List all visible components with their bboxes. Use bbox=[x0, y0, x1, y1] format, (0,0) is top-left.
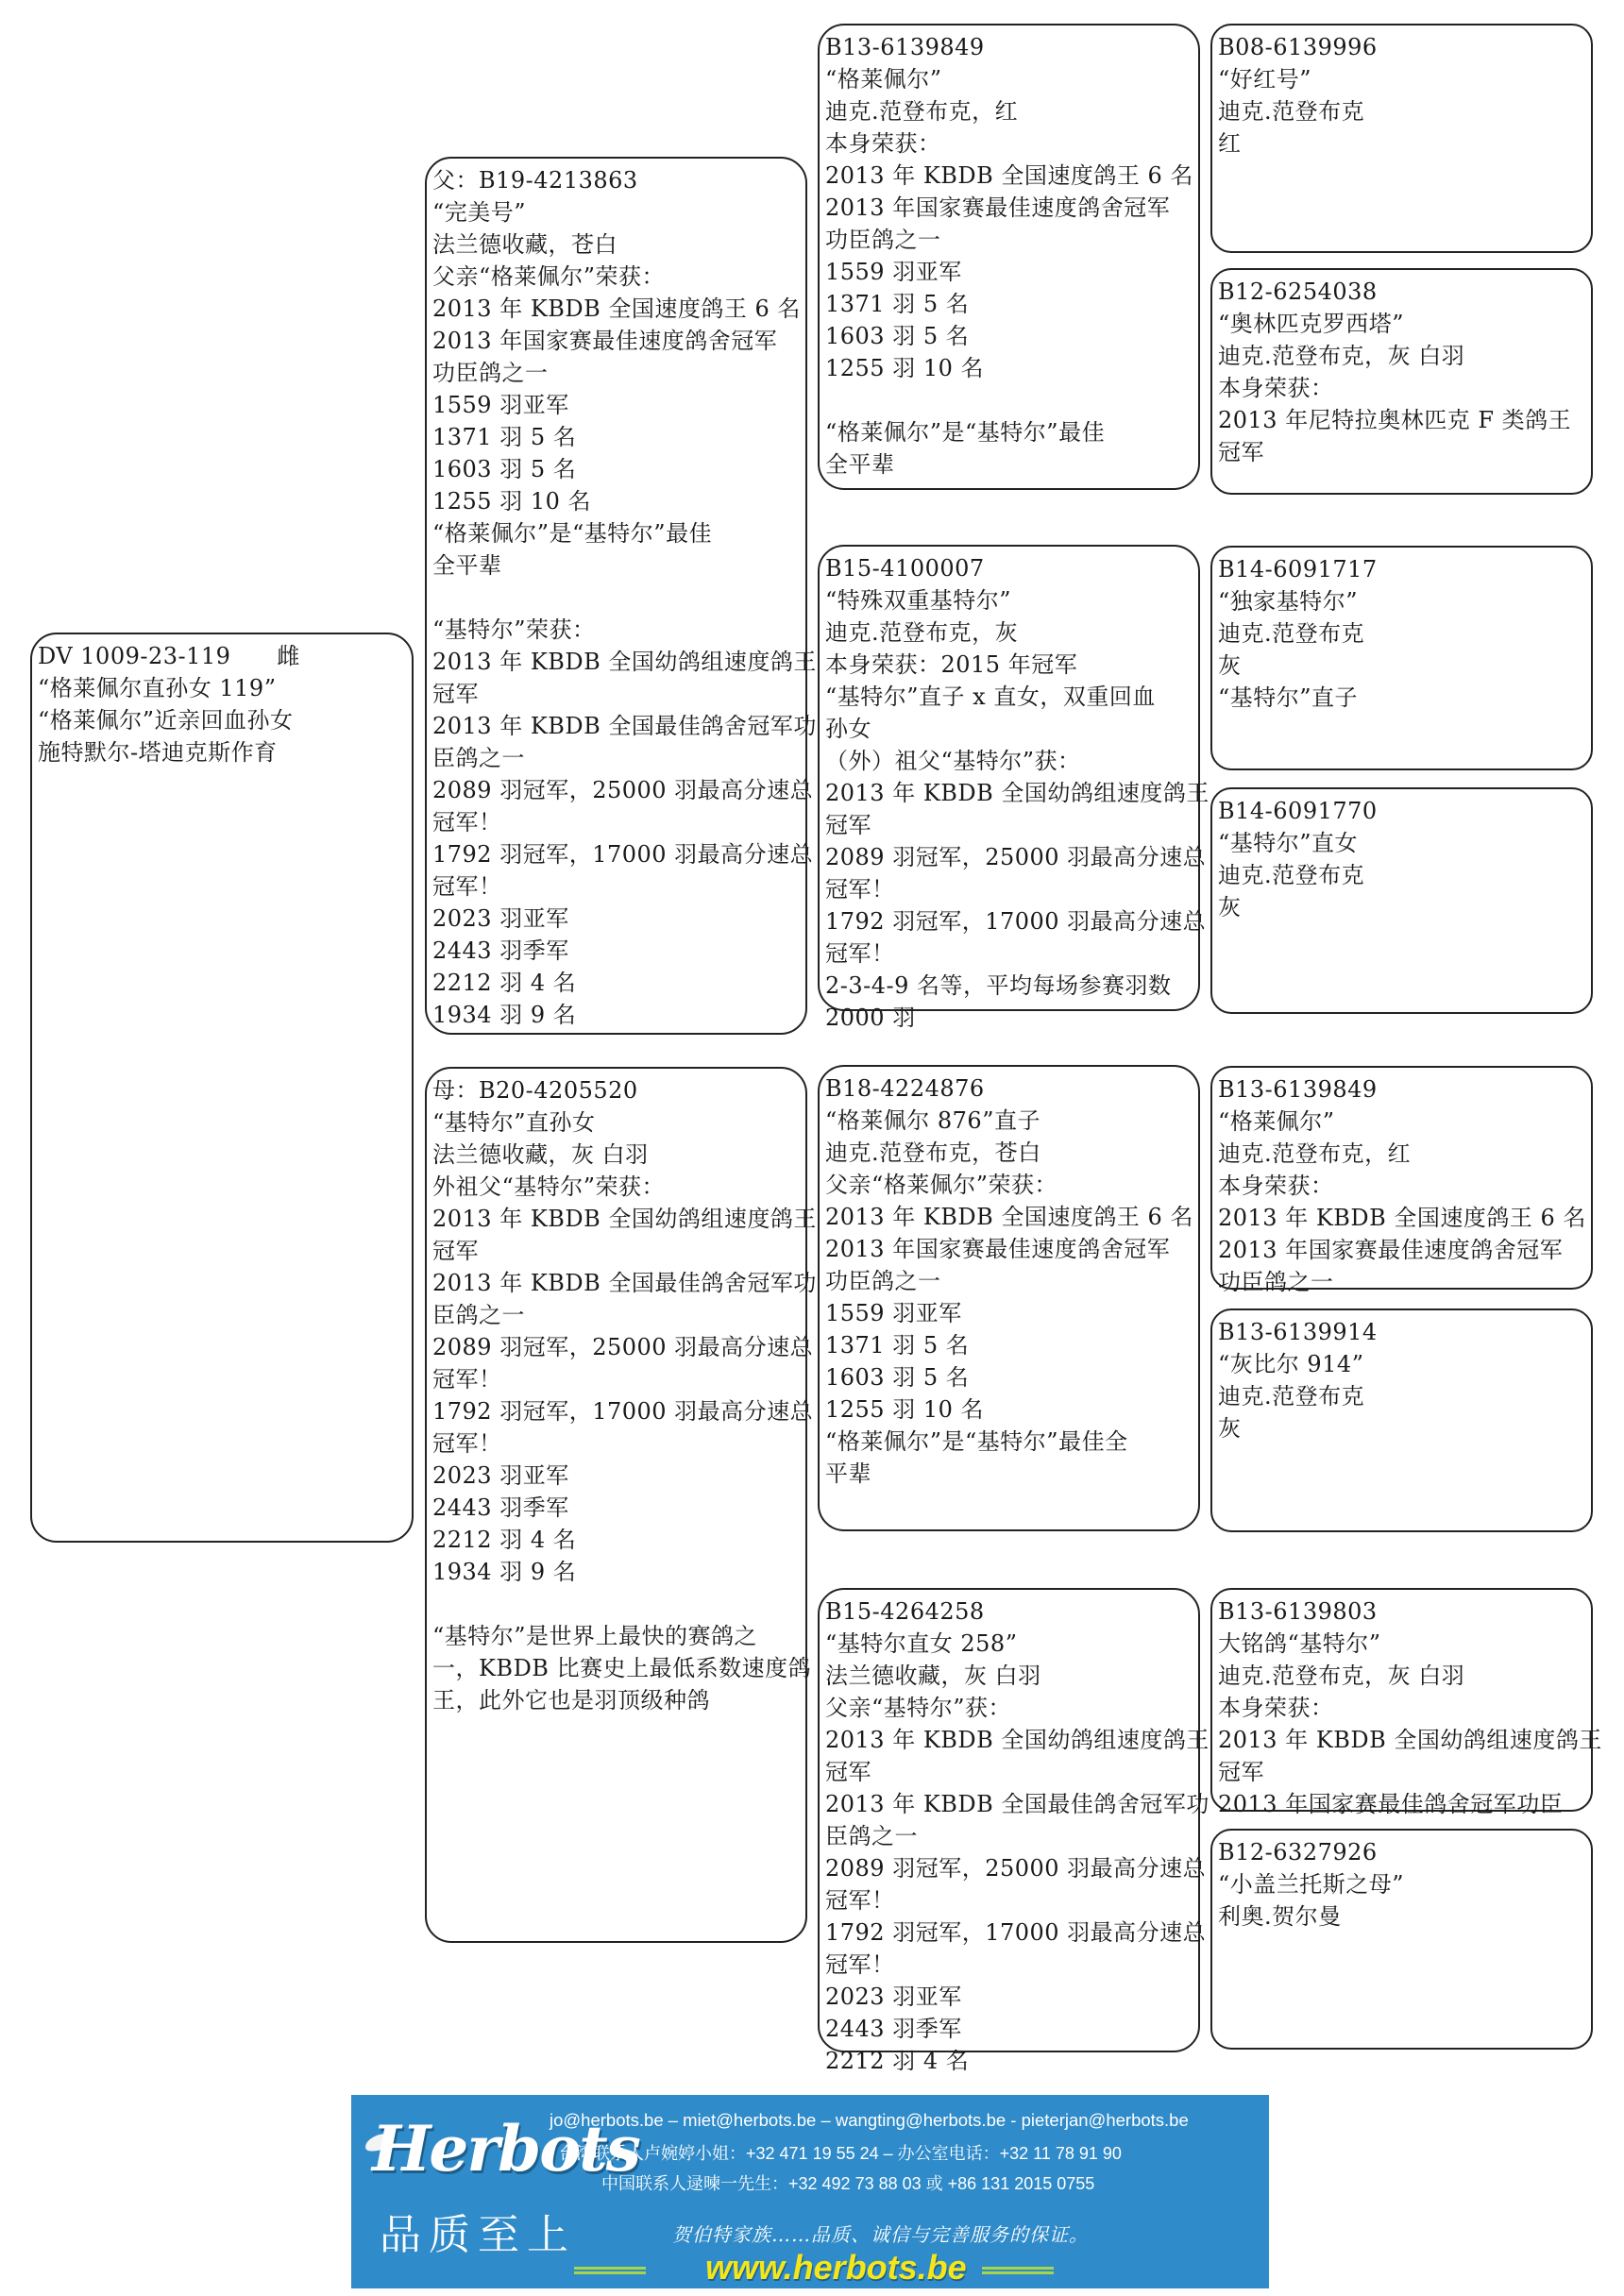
card-line: 2089 羽冠军，25000 羽最高分速总 bbox=[825, 844, 1207, 870]
card-line: 冠军！ bbox=[825, 876, 895, 903]
card-line: 1255 羽 10 名 bbox=[432, 488, 592, 515]
card-line: “基特尔”直女 bbox=[1218, 830, 1359, 856]
grandparent-card-1 bbox=[818, 24, 1200, 490]
card-line: 1371 羽 5 名 bbox=[825, 1332, 970, 1359]
card-line: 1792 羽冠军，17000 羽最高分速总 bbox=[432, 1398, 814, 1425]
card-line: 1934 羽 9 名 bbox=[432, 1002, 577, 1028]
ring-number: B08-6139996 bbox=[1218, 34, 1378, 60]
card-line: 2212 羽 4 名 bbox=[432, 970, 577, 996]
card-line: 平辈 bbox=[825, 1460, 871, 1487]
card-line: “基特尔”直子 x 直女，双重回血 bbox=[825, 684, 1156, 710]
card-line: 臣鸽之一 bbox=[825, 1823, 918, 1849]
card-line: 冠军！ bbox=[432, 809, 502, 836]
grandparent-card-4 bbox=[818, 1588, 1210, 2074]
website-link[interactable]: www.herbots.be bbox=[705, 2248, 967, 2287]
card-line: 2013 年 KBDB 全国速度鸽王 6 名 bbox=[1218, 1205, 1586, 1231]
card-line: 迪克.范登布克 bbox=[1218, 98, 1365, 125]
card-line: 1603 羽 5 名 bbox=[825, 323, 970, 349]
card-line: 本身荣获： bbox=[1218, 1173, 1334, 1199]
card-line: 2089 羽冠军，25000 羽最高分速总 bbox=[432, 1334, 814, 1360]
card-line: “好红号” bbox=[1218, 66, 1312, 93]
contact-taiwan: 台湾联系人卢婉婷小姐：+32 471 19 55 24 – 办公室电话：+32 11 78 91 90 bbox=[559, 2144, 1122, 2163]
card-line: 功臣鸽之一 bbox=[432, 360, 549, 386]
card-line: 2212 羽 4 名 bbox=[432, 1527, 577, 1553]
card-line: 全平辈 bbox=[432, 552, 502, 579]
card-line: “基特尔”是世界上最快的赛鸽之 bbox=[432, 1623, 758, 1649]
contact-china: 中国联系人逯暕一先生：+32 492 73 88 03 或 +86 131 2015 0755 bbox=[601, 2174, 1095, 2193]
card-line: “灰比尔 914” bbox=[1218, 1351, 1364, 1377]
great-grandparent-card-2 bbox=[1210, 268, 1593, 495]
ring-number: B14-6091770 bbox=[1218, 798, 1378, 824]
card-line: 法兰德收藏，灰 白羽 bbox=[825, 1663, 1041, 1689]
card-line: 2013 年 KBDB 全国幼鸽组速度鸽王 bbox=[432, 649, 817, 675]
card-line: 2013 年国家赛最佳速度鸽舍冠军 bbox=[432, 328, 778, 354]
card-line: 1792 羽冠军，17000 羽最高分速总 bbox=[432, 841, 814, 868]
card-line: “基特尔”荣获： bbox=[432, 616, 596, 643]
card-line: “格莱佩尔直孙女 119” bbox=[38, 675, 277, 701]
card-line: 2089 羽冠军，25000 羽最高分速总 bbox=[432, 777, 814, 803]
card-line: 孙女 bbox=[825, 716, 871, 742]
card-line: 冠军！ bbox=[825, 1887, 895, 1914]
card-line: 迪克.范登布克，灰 白羽 bbox=[1218, 1663, 1465, 1689]
card-line: “格莱佩尔”是“基特尔”最佳全 bbox=[825, 1428, 1128, 1455]
card-line: 冠军 bbox=[1218, 439, 1264, 465]
card-line bbox=[432, 1588, 805, 1620]
card-line: 本身荣获： bbox=[825, 130, 941, 157]
card-line: 迪克.范登布克 bbox=[1218, 862, 1365, 888]
card-line: 臣鸽之一 bbox=[432, 745, 525, 771]
card-line: “格莱佩尔”是“基特尔”最佳 bbox=[825, 419, 1106, 446]
card-line: 冠军！ bbox=[825, 1951, 895, 1978]
card-line: 冠军 bbox=[432, 681, 479, 707]
card-line: 本身荣获：2015 年冠军 bbox=[825, 651, 1078, 678]
herbots-banner bbox=[351, 2095, 1269, 2288]
card-line: 2000 羽 bbox=[825, 1004, 916, 1031]
card-line: 功臣鸽之一 bbox=[825, 1268, 941, 1294]
great-grandparent-card-1 bbox=[1210, 24, 1593, 253]
card-line: 灰 bbox=[1218, 652, 1242, 679]
decorative-dash-left bbox=[574, 2267, 646, 2274]
card-line: 1603 羽 5 名 bbox=[432, 456, 577, 482]
card-line: 2013 年 KBDB 全国速度鸽王 6 名 bbox=[825, 162, 1193, 189]
card-line: “格莱佩尔”是“基特尔”最佳 bbox=[432, 520, 713, 547]
card-line: “完美号” bbox=[432, 199, 527, 226]
ring-number: B15-4100007 bbox=[825, 555, 985, 582]
card-line: 利奥.贺尔曼 bbox=[1218, 1903, 1342, 1930]
ring-number: B18-4224876 bbox=[825, 1075, 985, 1102]
card-line: 冠军！ bbox=[432, 1366, 502, 1393]
card-line: 2013 年国家赛最佳速度鸽舍冠军 bbox=[1218, 1237, 1564, 1263]
card-line: 2013 年尼特拉奥林匹克 F 类鸽王 bbox=[1218, 407, 1572, 433]
card-line: 2443 羽季军 bbox=[825, 2016, 962, 2042]
ring-number: 母：B20-4205520 bbox=[432, 1077, 638, 1104]
grandparent-card-2 bbox=[818, 545, 1210, 1031]
card-line: 1371 羽 5 名 bbox=[825, 291, 970, 317]
card-line: 功臣鸽之一 bbox=[1218, 1269, 1334, 1295]
father-card bbox=[425, 157, 817, 1035]
card-line: 法兰德收藏，灰 白羽 bbox=[432, 1141, 649, 1168]
card-line: 冠军！ bbox=[825, 940, 895, 967]
ring-number: 父：B19-4213863 bbox=[432, 167, 638, 194]
ring-number: B13-6139849 bbox=[825, 34, 985, 60]
subject-card bbox=[30, 633, 414, 1543]
great-grandparent-card-8 bbox=[1210, 1829, 1593, 2050]
card-line: 父亲“基特尔”获： bbox=[825, 1695, 1012, 1721]
card-line: “格莱佩尔” bbox=[825, 66, 942, 93]
card-line: “特殊双重基特尔” bbox=[825, 587, 1012, 614]
card-line: 冠军 bbox=[825, 1759, 871, 1785]
great-grandparent-card-6 bbox=[1210, 1308, 1593, 1532]
card-line: 红 bbox=[1218, 130, 1242, 157]
ring-number: B13-6139914 bbox=[1218, 1319, 1378, 1345]
card-line: “格莱佩尔” bbox=[1218, 1108, 1335, 1135]
card-line: 2013 年 KBDB 全国幼鸽组速度鸽王 bbox=[825, 1727, 1210, 1753]
contact-emails[interactable]: jo@herbots.be – miet@herbots.be – wangting@herbots.be - pieterjan@herbots.be bbox=[550, 2110, 1189, 2130]
card-line: 1559 羽亚军 bbox=[432, 392, 569, 418]
card-line: 迪克.范登布克，红 bbox=[1218, 1140, 1412, 1167]
decorative-dash-right bbox=[982, 2267, 1054, 2274]
card-line: 灰 bbox=[1218, 894, 1242, 920]
card-line: 2013 年国家赛最佳速度鸽舍冠军 bbox=[825, 194, 1171, 221]
ring-number: B15-4264258 bbox=[825, 1598, 985, 1625]
card-line: 2013 年 KBDB 全国幼鸽组速度鸽王 bbox=[1218, 1727, 1602, 1753]
card-line: 迪克.范登布克，灰 白羽 bbox=[1218, 343, 1465, 369]
card-line: 2013 年 KBDB 全国最佳鸽舍冠军功 bbox=[432, 1270, 817, 1296]
grandparent-card-3 bbox=[818, 1065, 1200, 1531]
card-line: 迪克.范登布克，苍白 bbox=[825, 1140, 1041, 1166]
card-line: 父亲“格莱佩尔”荣获： bbox=[825, 1172, 1058, 1198]
banner-tagline: 贺伯特家族……品质、诚信与完善服务的保证。 bbox=[672, 2223, 1089, 2246]
card-line: 1603 羽 5 名 bbox=[825, 1364, 970, 1391]
ring-number: B13-6139803 bbox=[1218, 1598, 1378, 1625]
card-line: “格莱佩尔”近亲回血孙女 bbox=[38, 707, 294, 734]
card-line: 王，此外它也是羽顶级种鸽 bbox=[432, 1687, 710, 1714]
card-line: 1792 羽冠军，17000 羽最高分速总 bbox=[825, 908, 1207, 935]
card-line: 冠军 bbox=[825, 812, 871, 838]
card-line: 2013 年 KBDB 全国速度鸽王 6 名 bbox=[825, 1204, 1193, 1230]
card-line: 2013 年 KBDB 全国最佳鸽舍冠军功 bbox=[432, 713, 817, 739]
card-line: 迪克.范登布克，灰 bbox=[825, 619, 1019, 646]
card-line: 功臣鸽之一 bbox=[825, 227, 941, 253]
card-line: “奥林匹克罗西塔” bbox=[1218, 311, 1405, 337]
card-line: 1371 羽 5 名 bbox=[432, 424, 577, 450]
card-line bbox=[432, 582, 805, 614]
card-line: 冠军 bbox=[1218, 1759, 1264, 1785]
card-line: 法兰德收藏，苍白 bbox=[432, 231, 617, 258]
card-line: 2089 羽冠军，25000 羽最高分速总 bbox=[825, 1855, 1207, 1882]
card-line: “独家基特尔” bbox=[1218, 588, 1359, 615]
card-line: “基特尔直女 258” bbox=[825, 1630, 1018, 1657]
card-line: 2013 年 KBDB 全国幼鸽组速度鸽王 bbox=[825, 780, 1210, 806]
great-grandparent-card-4 bbox=[1210, 787, 1593, 1014]
ring-number: B12-6254038 bbox=[1218, 279, 1378, 305]
card-line: 迪克.范登布克，红 bbox=[825, 98, 1019, 125]
card-line: 2013 年 KBDB 全国幼鸽组速度鸽王 bbox=[432, 1206, 817, 1232]
card-line: 冠军 bbox=[432, 1238, 479, 1264]
card-line: 臣鸽之一 bbox=[432, 1302, 525, 1328]
ring-number: B14-6091717 bbox=[1218, 556, 1378, 582]
card-line: 2023 羽亚军 bbox=[825, 1984, 962, 2010]
card-line: 2013 年 KBDB 全国最佳鸽舍冠军功 bbox=[825, 1791, 1210, 1817]
card-line: 1559 羽亚军 bbox=[825, 259, 962, 285]
card-line bbox=[825, 384, 1198, 416]
card-line: 灰 bbox=[1218, 1415, 1242, 1442]
card-line: 2023 羽亚军 bbox=[432, 905, 569, 932]
card-line: 1792 羽冠军，17000 羽最高分速总 bbox=[825, 1919, 1207, 1946]
great-grandparent-card-5 bbox=[1210, 1066, 1593, 1295]
card-line: 冠军！ bbox=[432, 1430, 502, 1457]
card-line: 本身荣获： bbox=[1218, 375, 1334, 401]
card-line: “格莱佩尔 876”直子 bbox=[825, 1107, 1040, 1134]
banner-slogan: 品质至上 bbox=[380, 2211, 576, 2259]
ring-number: DV 1009-23-119 雌 bbox=[38, 643, 300, 669]
card-line: “基特尔”直孙女 bbox=[432, 1109, 596, 1136]
card-line: 1559 羽亚军 bbox=[825, 1300, 962, 1326]
great-grandparent-card-3 bbox=[1210, 546, 1593, 770]
ring-number: B12-6327926 bbox=[1218, 1839, 1378, 1866]
ring-number: B13-6139849 bbox=[1218, 1076, 1378, 1103]
card-line: （外）祖父“基特尔”获： bbox=[825, 748, 1081, 774]
mother-card bbox=[425, 1067, 817, 1943]
card-line: “基特尔”直子 bbox=[1218, 684, 1359, 711]
herbots-logo: Herbots bbox=[372, 2112, 639, 2186]
great-grandparent-card-7 bbox=[1210, 1588, 1602, 1817]
card-line: 1255 羽 10 名 bbox=[825, 1396, 985, 1423]
card-line: 2-3-4-9 名等，平均每场参赛羽数 bbox=[825, 972, 1172, 999]
card-line: 冠军！ bbox=[432, 873, 502, 900]
card-line: 2023 羽亚军 bbox=[432, 1462, 569, 1489]
card-line: 本身荣获： bbox=[1218, 1695, 1334, 1721]
card-line: “小盖兰托斯之母” bbox=[1218, 1871, 1405, 1898]
card-line: 2013 年国家赛最佳速度鸽舍冠军 bbox=[825, 1236, 1171, 1262]
card-line: 2443 羽季军 bbox=[432, 937, 569, 964]
card-line: 迪克.范登布克 bbox=[1218, 620, 1365, 647]
card-line: 大铭鸽“基特尔” bbox=[1218, 1630, 1381, 1657]
card-line: 2212 羽 4 名 bbox=[825, 2048, 970, 2074]
card-line: 2443 羽季军 bbox=[432, 1494, 569, 1521]
card-line: 一，KBDB 比赛史上最低系数速度鸽 bbox=[432, 1655, 812, 1681]
card-line: 2013 年 KBDB 全国速度鸽王 6 名 bbox=[432, 295, 801, 322]
card-line: 1255 羽 10 名 bbox=[825, 355, 985, 381]
card-line: 1934 羽 9 名 bbox=[432, 1559, 577, 1585]
card-line: 施特默尔-塔迪克斯作育 bbox=[38, 739, 278, 766]
card-line: 全平辈 bbox=[825, 451, 895, 478]
card-line: 迪克.范登布克 bbox=[1218, 1383, 1365, 1410]
card-line: 2013 年国家赛最佳鸽舍冠军功臣 bbox=[1218, 1791, 1564, 1817]
card-line: 父亲“格莱佩尔”荣获： bbox=[432, 263, 666, 290]
card-line: 外祖父“基特尔”荣获： bbox=[432, 1173, 666, 1200]
